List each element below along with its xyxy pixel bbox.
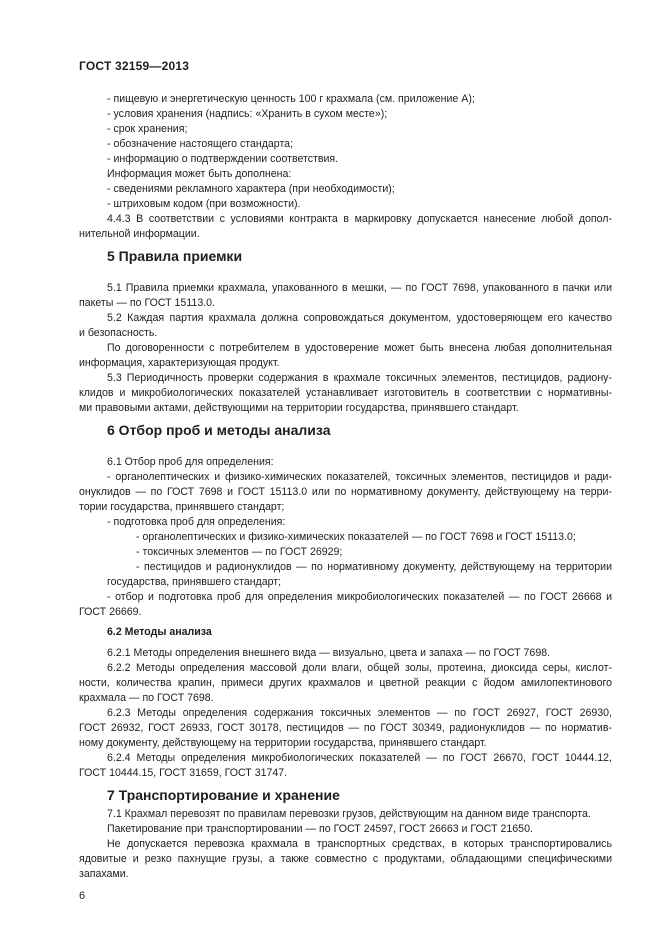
list-item: - пищевую и энергетическую ценность 100 г крахмала (см. приложение А); <box>107 93 475 105</box>
standard-id: ГОСТ 32159—2013 <box>79 59 190 73</box>
paragraph-line: 6.2.4 Методы определения микробиологических показателей — по ГОСТ 26670, ГОСТ 10444.12, <box>107 752 612 764</box>
list-item: - органолептических и физико-химических показателей, токсичных элементов, пестицидов и ради- <box>107 471 612 483</box>
paragraph-line: и безопасность. <box>79 327 158 339</box>
paragraph-line: крахмала — по ГОСТ 7698. <box>79 692 214 704</box>
list-item: - сведениями рекламного характера (при необходимости); <box>107 183 395 195</box>
paragraph-line: ми правовыми актами, действующими на территории государства, принявшего стандарт. <box>79 402 519 414</box>
paragraph-line: По договоренности с потребителем в удостоверение может быть внесена любая дополнительная <box>107 342 612 354</box>
paragraph-line: 6.1 Отбор проб для определения: <box>107 456 274 468</box>
paragraph-line: 7.1 Крахмал перевозят по правилам перевозки грузов, действующим на данном виде транспорта. <box>107 808 591 820</box>
paragraph-line: ности, количества крапин, примеси других крахмалов и цветной реакции с йодом амилопектинового <box>79 677 612 689</box>
section-heading-5: 5 Правила приемки <box>107 248 243 264</box>
paragraph-line: 6.2.3 Методы определения содержания токсичных элементов — по ГОСТ 26927, ГОСТ 26930, <box>107 707 612 719</box>
subsection-heading: 6.2 Методы анализа <box>107 626 212 638</box>
list-item: - срок хранения; <box>107 123 188 135</box>
paragraph-line: 6.2.1 Методы определения внешнего вида — визуально, цвета и запаха — по ГОСТ 7698. <box>107 647 551 659</box>
paragraph-line: ГОСТ 26669. <box>79 606 142 618</box>
paragraph-line: 6.2.2 Методы определения массовой доли влаги, общей золы, протеина, диоксида серы, кислот- <box>107 662 612 674</box>
paragraph-line: 4.4.3 В соответствии с условиями контракта в маркировку допускается нанесение любой допол- <box>107 213 612 225</box>
paragraph-line: Пакетирование при транспортировании — по ГОСТ 24597, ГОСТ 26663 и ГОСТ 21650. <box>107 823 533 835</box>
paragraph-line: нительной информации. <box>79 228 200 240</box>
list-item: - органолептических и физико-химических показателей — по ГОСТ 7698 и ГОСТ 15113.0; <box>136 531 576 543</box>
paragraph-line: ГОСТ 26932, ГОСТ 26933, ГОСТ 30178, пестицидов — по ГОСТ 30349, радионуклидов — по норматив- <box>79 722 612 734</box>
paragraph-line: Не допускается перевозка крахмала в транспортных средствах, в которых транспортировались <box>107 838 612 850</box>
section-heading-7: 7 Транспортирование и хранение <box>107 787 340 803</box>
paragraph-line: ядовитые и резко пахнущие грузы, а также совместно с продуктами, обладающими специфическими <box>79 853 612 865</box>
paragraph-line: Информация может быть дополнена: <box>107 168 292 180</box>
list-item: - штриховым кодом (при возможности). <box>107 198 301 210</box>
paragraph-line: клидов и микробиологических показателей устанавливает изготовитель в соответствии с нормативны- <box>79 387 612 399</box>
section-heading-6: 6 Отбор проб и методы анализа <box>107 422 331 438</box>
paragraph-line: пакеты — по ГОСТ 15113.0. <box>79 297 215 309</box>
list-item: - отбор и подготовка проб для определения микробиологических показателей — по ГОСТ 26668 и <box>107 591 612 603</box>
paragraph-line: 5.1 Правила приемки крахмала, упакованного в мешки, — по ГОСТ 7698, упакованного в пачки или <box>107 282 612 294</box>
list-item: - обозначение настоящего стандарта; <box>107 138 294 150</box>
paragraph-line: 5.2 Каждая партия крахмала должна сопровождаться документом, удостоверяющем его качество <box>107 312 612 324</box>
paragraph-line: информация, характеризующая продукт. <box>79 357 280 369</box>
paragraph-line: ному документу, действующему на территории государства, принявшего стандарт. <box>79 737 487 749</box>
paragraph-line: 5.3 Периодичность проверки содержания в крахмале токсичных элементов, пестицидов, радиону- <box>107 372 612 384</box>
paragraph-line: тории государства, принявшего стандарт; <box>79 501 285 513</box>
list-item: - пестицидов и радионуклидов — по нормативному документу, действующему на территории <box>136 561 612 573</box>
paragraph-line: государства, принявшего стандарт; <box>107 576 282 588</box>
paragraph-line: ГОСТ 10444.15, ГОСТ 31659, ГОСТ 31747. <box>79 767 288 779</box>
paragraph-line: онуклидов — по ГОСТ 7698 и ГОСТ 15113.0 или по нормативному документу, действующему на терри- <box>79 486 612 498</box>
list-item: - условия хранения (надпись: «Хранить в сухом месте»); <box>107 108 388 120</box>
paragraph-line: запахами. <box>79 868 129 880</box>
list-item: - токсичных элементов — по ГОСТ 26929; <box>136 546 343 558</box>
list-item: - подготовка проб для определения: <box>107 516 286 528</box>
page-number: 6 <box>79 890 86 902</box>
list-item: - информацию о подтверждении соответствия. <box>107 153 339 165</box>
